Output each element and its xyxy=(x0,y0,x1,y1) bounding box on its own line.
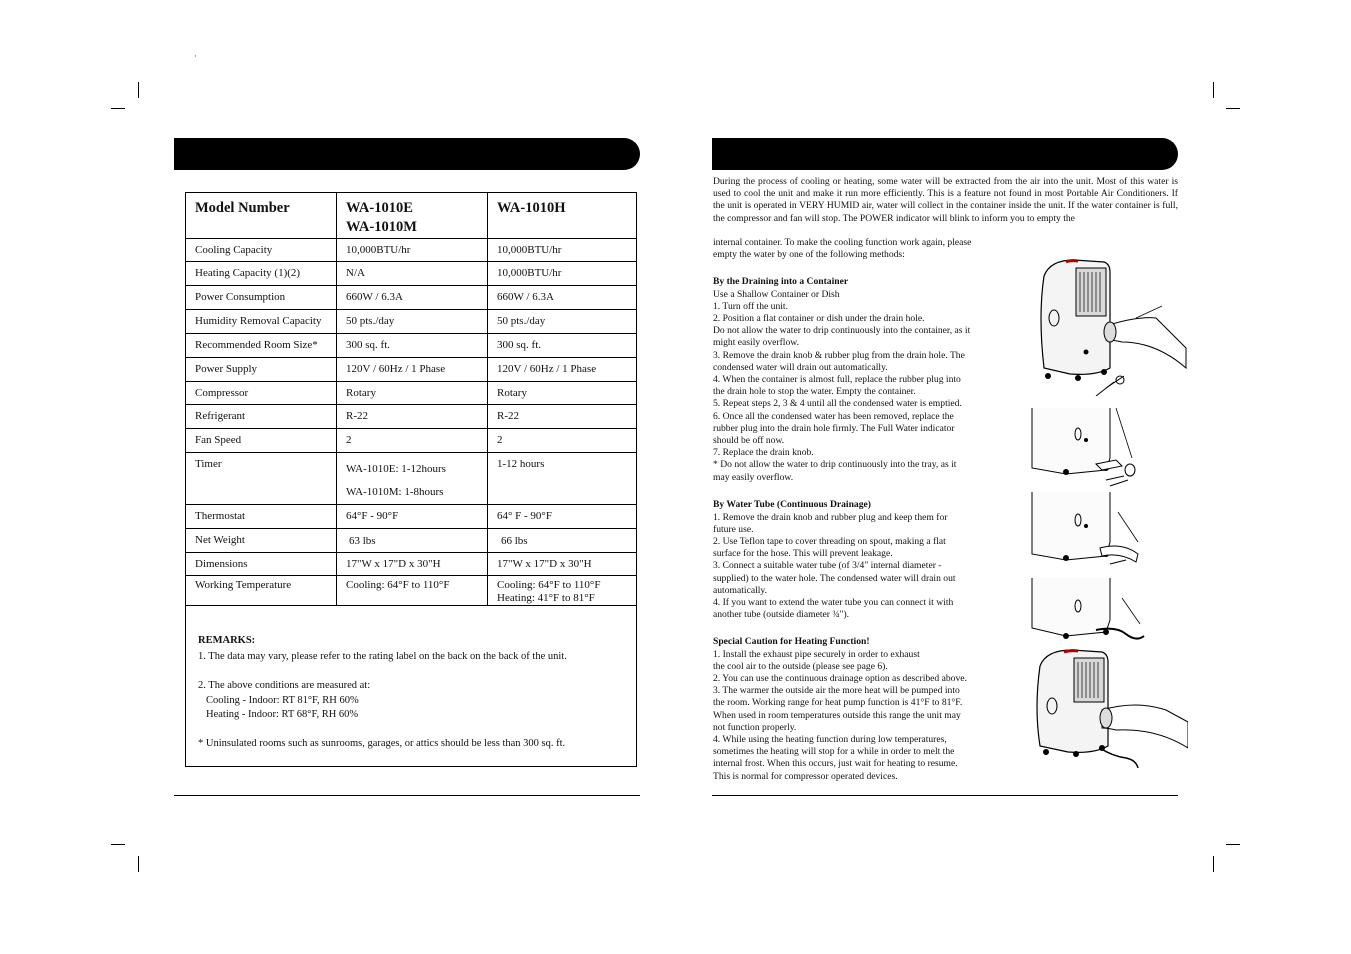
remarks-title: REMARKS: xyxy=(198,635,256,646)
section-title-water-tube: By Water Tube (Continuous Drainage) xyxy=(713,499,871,510)
row-value-h: 1-12 hours xyxy=(488,453,637,505)
row-label: Humidity Removal Capacity xyxy=(186,310,337,334)
instruction-line: automatically. xyxy=(713,584,767,596)
instruction-line: 4. While using the heating function during low temperatures, xyxy=(713,733,947,745)
instruction-line: 2. Position a flat container or dish under the drain hole. xyxy=(713,312,925,324)
instruction-line: might easily overflow. xyxy=(713,337,799,349)
instruction-line: 2. You can use the continuous drainage option as described above. xyxy=(713,672,967,684)
row-value-h: 120V / 60Hz / 1 Phase xyxy=(488,358,637,382)
row-value-e: 64°F - 90°F xyxy=(337,505,488,529)
instruction-line: 3. Connect a suitable water tube (of 3/4" internal diameter - xyxy=(713,560,942,572)
table-row xyxy=(186,505,637,529)
row-value-e: 2 xyxy=(337,429,488,453)
row-value-e: Rotary xyxy=(337,382,488,405)
remarks-box xyxy=(185,599,637,767)
table-row xyxy=(186,382,637,405)
row-value-h: 10,000BTU/hr xyxy=(488,239,637,262)
crop-mark xyxy=(111,108,125,109)
row-value-e: 300 sq. ft. xyxy=(337,334,488,358)
header-model-m: WA-1010M xyxy=(346,219,417,235)
header-model-h: WA-1010H xyxy=(488,193,637,239)
row-value-h: 660W / 6.3A xyxy=(488,286,637,310)
table-row xyxy=(186,334,637,358)
instruction-line: internal frost. When this occurs, just wait for heating to resume. xyxy=(713,758,958,770)
instruction-line: not function properly. xyxy=(713,721,797,733)
row-label: Cooling Capacity xyxy=(186,239,337,262)
crop-mark xyxy=(1213,856,1214,872)
header-model-e-m xyxy=(337,193,488,239)
stray-dot: · xyxy=(194,52,197,61)
crop-mark xyxy=(1226,108,1240,109)
table-row xyxy=(186,453,637,505)
instruction-line: supplied) to the water hole. The condensed water will drain out xyxy=(713,572,956,584)
table-row xyxy=(186,553,637,576)
instruction-line: Use a Shallow Container or Dish xyxy=(713,288,840,300)
row-value-h: Rotary xyxy=(488,382,637,405)
remark-2-cooling: Cooling - Indoor: RT 81°F, RH 60% xyxy=(206,695,359,706)
row-label: Recommended Room Size* xyxy=(186,334,337,358)
row-label: Timer xyxy=(186,453,337,505)
row-value-e: R-22 xyxy=(337,405,488,429)
instruction-line: When used in room temperatures outside this range the unit may xyxy=(713,709,961,721)
left-footer-rule xyxy=(174,795,640,796)
instruction-line: 3. The warmer the outside air the more heat will be pumped into xyxy=(713,685,960,697)
crop-mark xyxy=(111,844,125,845)
instruction-line: future use. xyxy=(713,523,754,535)
instruction-line: another tube (outside diameter ¾"). xyxy=(713,609,850,621)
row-value-h: 66 lbs xyxy=(488,529,637,553)
row-label: Heating Capacity (1)(2) xyxy=(186,262,337,286)
unit-heating-illustration xyxy=(1026,648,1188,772)
table-row xyxy=(186,429,637,453)
row-value-h: 50 pts./day xyxy=(488,310,637,334)
row-value-h: 300 sq. ft. xyxy=(488,334,637,358)
row-value-e: 660W / 6.3A xyxy=(337,286,488,310)
row-value-e: 63 lbs xyxy=(337,529,488,553)
row-label: Net Weight xyxy=(186,529,337,553)
row-label: Thermostat xyxy=(186,505,337,529)
table-row xyxy=(186,358,637,382)
row-label: Fan Speed xyxy=(186,429,337,453)
row-label: Compressor xyxy=(186,382,337,405)
row-value-e xyxy=(337,453,488,505)
instruction-line: 4. If you want to extend the water tube you can connect it with xyxy=(713,596,954,608)
row-label: Dimensions xyxy=(186,553,337,576)
instruction-line: the cool air to the outside (please see page 6). xyxy=(713,660,888,672)
remark-1: 1. The data may vary, please refer to the rating label on the back on the back of the unit. xyxy=(198,651,567,662)
row-label: Power Supply xyxy=(186,358,337,382)
instruction-line: Do not allow the water to drip continuously into the container, as it xyxy=(713,325,971,337)
right-footer-rule xyxy=(712,795,1178,796)
row-value-h: 17"W x 17"D x 30"H xyxy=(488,553,637,576)
row-value-h: 64° F - 90°F xyxy=(488,505,637,529)
instruction-line: the room. Working range for heat pump function is 41°F to 81°F. xyxy=(713,697,963,709)
unit-with-hose-illustration xyxy=(1026,256,1188,396)
row-value-e: N/A xyxy=(337,262,488,286)
row-value-e: 120V / 60Hz / 1 Phase xyxy=(337,358,488,382)
instruction-line: 5. Repeat steps 2, 3 & 4 until all the condensed water is emptied. xyxy=(713,398,962,410)
table-row xyxy=(186,405,637,429)
instruction-line: 6. Once all the condensed water has been removed, replace the xyxy=(713,410,954,422)
crop-mark xyxy=(138,82,139,98)
drain-container-illustration xyxy=(1026,408,1146,490)
instruction-line: rubber plug into the drain hole firmly. The Full Water indicator xyxy=(713,422,955,434)
header-model-e: WA-1010E xyxy=(346,200,413,216)
crop-mark xyxy=(1226,844,1240,845)
table-row xyxy=(186,529,637,553)
instruction-line: 7. Replace the drain knob. xyxy=(713,447,814,459)
row-value-e: 50 pts./day xyxy=(337,310,488,334)
left-header-banner xyxy=(174,138,640,170)
instruction-line: the drain hole to stop the water. Empty the container. xyxy=(713,386,916,398)
row-label: Power Consumption xyxy=(186,286,337,310)
section-title-container: By the Draining into a Container xyxy=(713,276,849,287)
right-header-banner xyxy=(712,138,1178,170)
table-header-row xyxy=(186,193,637,239)
remark-3: * Uninsulated rooms such as sunrooms, garages, or attics should be less than 300 sq. ft. xyxy=(198,738,566,749)
instruction-line: should be off now. xyxy=(713,434,785,446)
instruction-line: 4. When the container is almost full, replace the rubber plug into xyxy=(713,373,961,385)
row-value-h: 2 xyxy=(488,429,637,453)
intro-line-2: internal container. To make the cooling function work again, please xyxy=(713,237,972,248)
spec-table xyxy=(185,192,637,606)
row-label: Refrigerant xyxy=(186,405,337,429)
table-row xyxy=(186,310,637,334)
working-temp-cooling: Cooling: 64°F to 110°F xyxy=(497,579,601,591)
instruction-line: This is normal for compressor operated devices. xyxy=(713,770,898,782)
timer-m: WA-1010M: 1-8hours xyxy=(346,486,444,498)
row-label: Working Temperature xyxy=(186,576,337,606)
instruction-line: sometimes the heating will stop for a while in order to melt the xyxy=(713,746,955,758)
header-model-number: Model Number xyxy=(186,193,337,239)
extend-tube-illustration xyxy=(1026,578,1146,648)
working-temp-heating: Heating: 41°F to 81°F xyxy=(497,592,595,604)
instruction-line: surface for the hose. This will prevent leakage. xyxy=(713,548,893,560)
remark-2: 2. The above conditions are measured at: xyxy=(198,680,371,691)
intro-paragraph: During the process of cooling or heating, some water will be extracted from the air into the unit. Most of this water is used to cool the unit and make it run more efficiently. This is a feature not found in most Portable Air Conditioners. If the unit is operated in VERY HUMID air, water will collect in the container inside the unit. If the water container is full, the compressor and fan will stop. The POWER indicator will blink to inform you to empty the xyxy=(713,176,1178,224)
instruction-line: 1. Remove the drain knob and rubber plug and keep them for xyxy=(713,511,948,523)
row-value-e: 17"W x 17"D x 30"H xyxy=(337,553,488,576)
instruction-line: 1. Install the exhaust pipe securely in order to exhaust xyxy=(713,648,920,660)
instruction-line: 3. Remove the drain knob & rubber plug from the drain hole. The xyxy=(713,349,965,361)
row-value-h: R-22 xyxy=(488,405,637,429)
water-tube-illustration xyxy=(1026,492,1146,574)
row-value-e: Cooling: 64°F to 110°F xyxy=(337,576,488,606)
row-value-e: 10,000BTU/hr xyxy=(337,239,488,262)
instruction-line: * Do not allow the water to drip continuously into the tray, as it xyxy=(713,459,957,471)
intro-line-3: empty the water by one of the following methods: xyxy=(713,249,905,260)
row-value-h: 10,000BTU/hr xyxy=(488,262,637,286)
timer-e: WA-1010E: 1-12hours xyxy=(346,463,446,475)
table-row xyxy=(186,239,637,262)
crop-mark xyxy=(138,856,139,872)
table-row xyxy=(186,262,637,286)
section-title-heating-caution: Special Caution for Heating Function! xyxy=(713,636,870,647)
crop-mark xyxy=(1213,82,1214,98)
table-row xyxy=(186,286,637,310)
instruction-line: condensed water will drain out automatically. xyxy=(713,361,888,373)
remark-2-heating: Heating - Indoor: RT 68°F, RH 60% xyxy=(206,709,359,720)
instruction-line: may easily overflow. xyxy=(713,471,794,483)
instruction-line: 1. Turn off the unit. xyxy=(713,300,788,312)
instruction-line: 2. Use Teflon tape to cover threading on spout, making a flat xyxy=(713,535,946,547)
